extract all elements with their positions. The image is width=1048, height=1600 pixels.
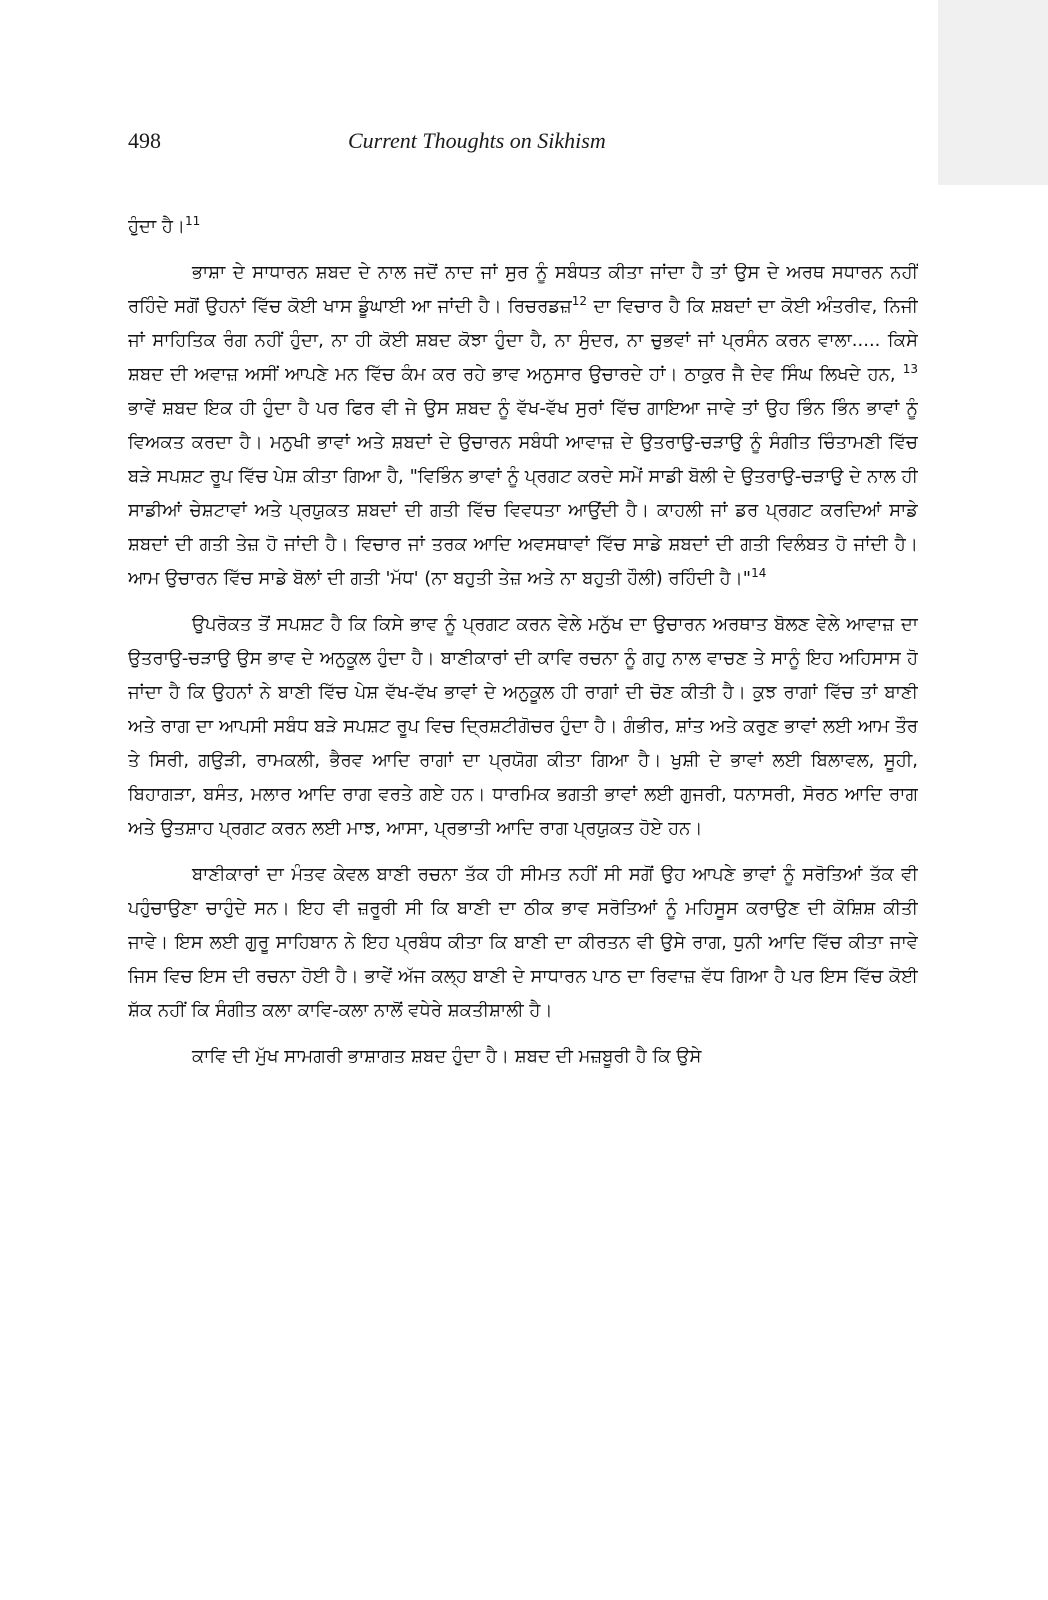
paragraph-2: ਭਾਸ਼ਾ ਦੇ ਸਾਧਾਰਨ ਸ਼ਬਦ ਦੇ ਨਾਲ ਜਦੋਂ ਨਾਦ ਜਾਂ ਸੁਰ ਨੂੰ ਸਬੰਧਤ ਕੀਤਾ ਜਾਂਦਾ ਹੈ ਤਾਂ ਉਸ ਦੇ ਅਰਥ ਸਧਾਰਨ ਨਹੀਂ ਰਹਿੰਦੇ ਸਗੋਂ ਉਹਨਾਂ ਵਿੱਚ ਕੋਈ ਖਾਸ ਡੂੰਘਾਈ ਆ ਜਾਂਦੀ ਹੈ। ਰਿਚਰਡਜ਼$^{12}$ ਦਾ ਵਿਚਾਰ ਹੈ ਕਿ ਸ਼ਬਦਾਂ ਦਾ ਕੋਈ ਅੰਤਰੀਵ, ਨਿਜੀ ਜਾਂ ਸਾਹਿਤਿਕ ਰੰਗ ਨਹੀਂ ਹੁੰਦਾ, ਨਾ ਹੀ ਕੋਈ ਸ਼ਬਦ ਕੋਝਾ ਹੁੰਦਾ ਹੈ, ਨਾ ਸੁੰਦਰ, ਨਾ ਚੁਭਵਾਂ ਜਾਂ ਪ੍ਰਸੰਨ ਕਰਨ ਵਾਲਾ..... ਕਿਸੇ ਸ਼ਬਦ ਦੀ ਅਵਾਜ਼ ਅਸੀਂ ਆਪਣੇ ਮਨ ਵਿੱਚ ਕੰਮ ਕਰ ਰਹੇ ਭਾਵ ਅਨੁਸਾਰ ਉਚਾਰਦੇ ਹਾਂ। ਠਾਕੁਰ ਜੈ ਦੇਵ ਸਿੰਘ ਲਿਖਦੇ ਹਨ, $^{13}$ ਭਾਵੇਂ ਸ਼ਬਦ ਇਕ ਹੀ ਹੁੰਦਾ ਹੈ ਪਰ ਫਿਰ ਵੀ ਜੇ ਉਸ ਸ਼ਬਦ ਨੂੰ ਵੱਖ-ਵੱਖ ਸੁਰਾਂ ਵਿੱਚ ਗਾਇਆ ਜਾਵੇ ਤਾਂ ਉਹ ਭਿੰਨ ਭਿੰਨ ਭਾਵਾਂ ਨੂੰ ਵਿਅਕਤ ਕਰਦਾ ਹੈ। ਮਨੁਖੀ ਭਾਵਾਂ ਅਤੇ ਸ਼ਬਦਾਂ ਦੇ ਉਚਾਰਨ ਸਬੰਧੀ ਆਵਾਜ਼ ਦੇ ਉਤਰਾਉ-ਚੜਾਉ ਨੂੰ ਸੰਗੀਤ ਚਿੰਤਾਮਣੀ ਵਿੱਚ ਬੜੇ ਸਪਸ਼ਟ ਰੂਪ ਵਿੱਚ ਪੇਸ਼ ਕੀਤਾ ਗਿਆ ਹੈ, "ਵਿਭਿੰਨ ਭਾਵਾਂ ਨੂੰ ਪ੍ਰਗਟ ਕਰਦੇ ਸਮੇਂ ਸਾਡੀ ਬੋਲੀ ਦੇ ਉਤਰਾਉ-ਚੜਾਉ ਦੇ ਨਾਲ ਹੀ ਸਾਡੀਆਂ ਚੇਸ਼ਟਾਵਾਂ ਅਤੇ ਪ੍ਰਯੁਕਤ ਸ਼ਬਦਾਂ ਦੀ ਗਤੀ ਵਿੱਚ ਵਿਵਧਤਾ ਆਉਂਦੀ ਹੈ। ਕਾਹਲੀ ਜਾਂ ਡਰ ਪ੍ਰਗਟ ਕਰਦਿਆਂ ਸਾਡੇ ਸ਼ਬਦਾਂ ਦੀ ਗਤੀ ਤੇਜ਼ ਹੋ ਜਾਂਦੀ ਹੈ। ਵਿਚਾਰ ਜਾਂ ਤਰਕ ਆਦਿ ਅਵਸਥਾਵਾਂ ਵਿੱਚ ਸਾਡੇ ਸ਼ਬਦਾਂ ਦੀ ਗਤੀ ਵਿਲੰਬਤ ਹੋ ਜਾਂਦੀ ਹੈ। ਆਮ ਉਚਾਰਨ ਵਿੱਚ ਸਾਡੇ ਬੋਲਾਂ ਦੀ ਗਤੀ 'ਮੱਧ' (ਨਾ ਬਹੁਤੀ ਤੇਜ਼ ਅਤੇ ਨਾ ਬਹੁਤੀ ਹੌਲੀ) ਰਹਿੰਦੀ ਹੈ।"$^{14}$ <box>128 262 918 589</box>
page-number: 498 <box>128 128 161 153</box>
paragraph-1: ਹੁੰਦਾ ਹੈ।$^{11}$ <box>128 214 201 237</box>
paragraph-5: ਕਾਵਿ ਦੀ ਮੁੱਖ ਸਾਮਗਰੀ ਭਾਸ਼ਾਗਤ ਸ਼ਬਦ ਹੁੰਦਾ ਹੈ। ਸ਼ਬਦ ਦੀ ਮਜ਼ਬੂਰੀ ਹੈ ਕਿ ਉਸੇ <box>192 1046 702 1067</box>
body-text <box>128 210 918 1570</box>
scan-edge-shade <box>938 0 1048 185</box>
running-head <box>128 128 918 164</box>
running-title: Current Thoughts on Sikhism <box>348 128 606 153</box>
footnote-ref-11: 11 <box>185 214 201 228</box>
footnote-ref-12: 12 <box>571 294 588 308</box>
footnote-ref-13: 13 <box>902 362 918 376</box>
footnote-ref-14: 14 <box>751 566 767 580</box>
paragraph-4: ਬਾਣੀਕਾਰਾਂ ਦਾ ਮੰਤਵ ਕੇਵਲ ਬਾਣੀ ਰਚਨਾ ਤੱਕ ਹੀ ਸੀਮਤ ਨਹੀਂ ਸੀ ਸਗੋਂ ਉਹ ਆਪਣੇ ਭਾਵਾਂ ਨੂੰ ਸਰੋਤਿਆਂ ਤੱਕ ਵੀ ਪਹੁੰਚਾਉਣਾ ਚਾਹੁੰਦੇ ਸਨ। ਇਹ ਵੀ ਜ਼ਰੂਰੀ ਸੀ ਕਿ ਬਾਣੀ ਦਾ ਠੀਕ ਭਾਵ ਸਰੋਤਿਆਂ ਨੂੰ ਮਹਿਸੂਸ ਕਰਾਉਣ ਦੀ ਕੋਸ਼ਿਸ਼ ਕੀਤੀ ਜਾਵੇ। ਇਸ ਲਈ ਗੁਰੂ ਸਾਹਿਬਾਨ ਨੇ ਇਹ ਪ੍ਰਬੰਧ ਕੀਤਾ ਕਿ ਬਾਣੀ ਦਾ ਕੀਰਤਨ ਵੀ ਉਸੇ ਰਾਗ, ਧੁਨੀ ਆਦਿ ਵਿੱਚ ਕੀਤਾ ਜਾਵੇ ਜਿਸ ਵਿਚ ਇਸ ਦੀ ਰਚਨਾ ਹੋਈ ਹੈ। ਭਾਵੇਂ ਅੱਜ ਕਲ੍ਹ ਬਾਣੀ ਦੇ ਸਾਧਾਰਨ ਪਾਠ ਦਾ ਰਿਵਾਜ਼ ਵੱਧ ਗਿਆ ਹੈ ਪਰ ਇਸ ਵਿੱਚ ਕੋਈ ਸ਼ੱਕ ਨਹੀਂ ਕਿ ਸੰਗੀਤ ਕਲਾ ਕਾਵਿ-ਕਲਾ ਨਾਲੋਂ ਵਧੇਰੇ ਸ਼ਕਤੀਸ਼ਾਲੀ ਹੈ। <box>128 864 918 1021</box>
paragraph-3: ਉਪਰੋਕਤ ਤੋਂ ਸਪਸ਼ਟ ਹੈ ਕਿ ਕਿਸੇ ਭਾਵ ਨੂੰ ਪ੍ਰਗਟ ਕਰਨ ਵੇਲੇ ਮਨੁੱਖ ਦਾ ਉਚਾਰਨ ਅਰਥਾਤ ਬੋਲਣ ਵੇਲੇ ਆਵਾਜ਼ ਦਾ ਉਤਰਾਉ-ਚੜਾਉ ਉਸ ਭਾਵ ਦੇ ਅਨੁਕੂਲ ਹੁੰਦਾ ਹੈ। ਬਾਣੀਕਾਰਾਂ ਦੀ ਕਾਵਿ ਰਚਨਾ ਨੂੰ ਗਹੁ ਨਾਲ ਵਾਚਣ ਤੇ ਸਾਨੂੰ ਇਹ ਅਹਿਸਾਸ ਹੋ ਜਾਂਦਾ ਹੈ ਕਿ ਉਹਨਾਂ ਨੇ ਬਾਣੀ ਵਿੱਚ ਪੇਸ਼ ਵੱਖ-ਵੱਖ ਭਾਵਾਂ ਦੇ ਅਨੁਕੂਲ ਹੀ ਰਾਗਾਂ ਦੀ ਚੋਣ ਕੀਤੀ ਹੈ। ਕੁਝ ਰਾਗਾਂ ਵਿੱਚ ਤਾਂ ਬਾਣੀ ਅਤੇ ਰਾਗ ਦਾ ਆਪਸੀ ਸਬੰਧ ਬੜੇ ਸਪਸ਼ਟ ਰੂਪ ਵਿਚ ਦ੍ਰਿਸ਼ਟੀਗੋਚਰ ਹੁੰਦਾ ਹੈ। ਗੰਭੀਰ, ਸ਼ਾਂਤ ਅਤੇ ਕਰੁਣ ਭਾਵਾਂ ਲਈ ਆਮ ਤੌਰ ਤੇ ਸਿਰੀ, ਗਉੜੀ, ਰਾਮਕਲੀ, ਭੈਰਵ ਆਦਿ ਰਾਗਾਂ ਦਾ ਪ੍ਰਯੋਗ ਕੀਤਾ ਗਿਆ ਹੈ। ਖੁਸ਼ੀ ਦੇ ਭਾਵਾਂ ਲਈ ਬਿਲਾਵਲ, ਸੂਹੀ, ਬਿਹਾਗੜਾ, ਬਸੰਤ, ਮਲਾਰ ਆਦਿ ਰਾਗ ਵਰਤੇ ਗਏ ਹਨ। ਧਾਰਮਿਕ ਭਗਤੀ ਭਾਵਾਂ ਲਈ ਗੁਜਰੀ, ਧਨਾਸਰੀ, ਸੋਰਠ ਆਦਿ ਰਾਗ ਅਤੇ ਉਤਸ਼ਾਹ ਪ੍ਰਗਟ ਕਰਨ ਲਈ ਮਾਝ, ਆਸਾ, ਪ੍ਰਭਾਤੀ ਆਦਿ ਰਾਗ ਪ੍ਰਯੁਕਤ ਹੋਏ ਹਨ। <box>128 614 918 839</box>
